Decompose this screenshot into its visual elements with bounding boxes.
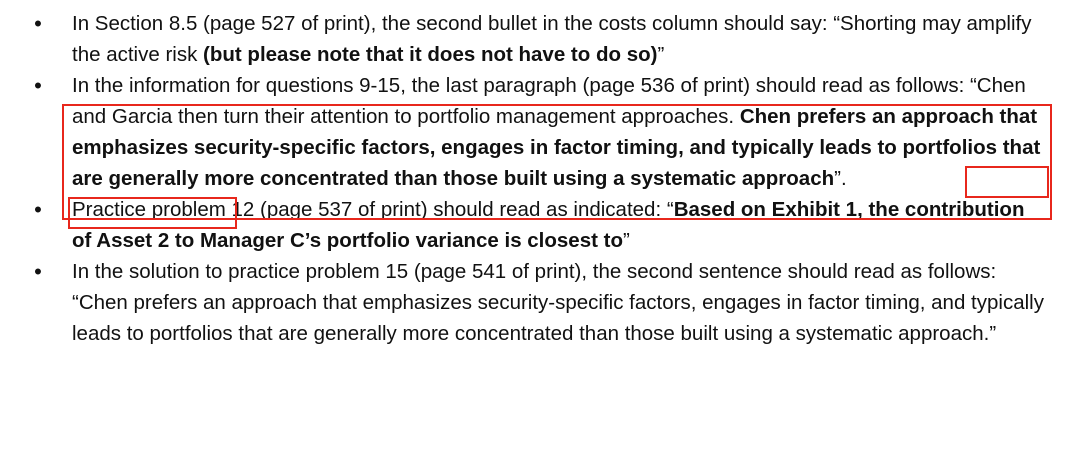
text-run: In the solution to practice problem 15 (page 541 of print), the second sentence should read as follows: “Chen prefers an approach that emphasizes security-specific factors, engages in factor timing, and typically leads to portfolios that are generally more concentrated than those built using a systematic approach.” [72, 260, 1044, 345]
text-run: ” [657, 43, 665, 66]
list-item [0, 256, 1077, 349]
text-run-bold: Chen prefers an approach that emphasizes security-specific factors, engages in factor timing, and typically leads to portfolios that are generally more concentrated than those built using a systematic approach [72, 105, 1041, 190]
bullet-icon: • [34, 73, 42, 98]
bullet-icon: • [34, 197, 42, 222]
text-run: In Section 8.5 (page 527 of print), the second bullet in the costs column should say: “Shorting may amplify the active risk [72, 12, 1032, 66]
text-run: ” [622, 229, 630, 252]
clipped-top-line [70, 0, 970, 2]
bullet-text-practice-problem-12 [72, 194, 1049, 256]
text-run-bold: (but please note that it does not have to do so) [203, 43, 658, 66]
text-run: In the information for questions 9-15, the last paragraph (page 536 of print) should read as follows: “Chen and Garcia then turn their attention to portfolio management approaches. [72, 74, 1026, 128]
bullet-text-questions-9-15 [72, 70, 1049, 194]
text-run-bold: Based on Exhibit 1, the contribution of Asset 2 to Manager C’s portfolio variance is closest to [72, 198, 1025, 252]
list-item [0, 8, 1077, 70]
bullet-text-section-8-5 [72, 8, 1049, 70]
text-run: ”. [834, 167, 847, 190]
bullet-icon: • [34, 11, 42, 36]
text-run: Practice problem 12 (page 537 of print) should read as indicated: “ [72, 198, 674, 221]
bullet-icon: • [34, 259, 42, 284]
list-item [0, 194, 1077, 256]
correction-list [0, 8, 1077, 349]
bullet-text-solution-problem-15 [72, 256, 1049, 349]
list-item [0, 70, 1077, 194]
